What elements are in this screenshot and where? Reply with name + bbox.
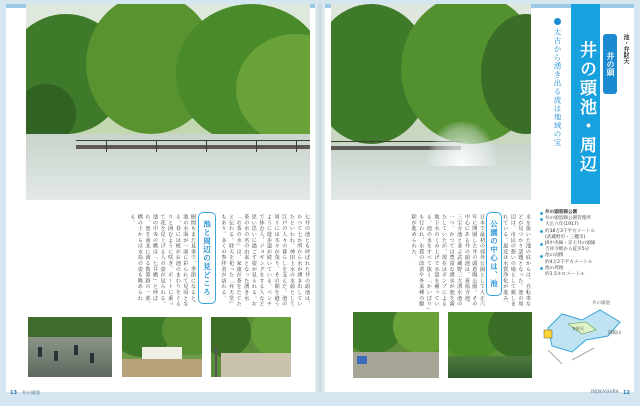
left-body-text-a: 樹間もまた見事で、季節になると、池の水面が一面に彩られて見頃となる。春には桜がお池のまわりをぐるりと囲むように咲き、ボートに乗って花を見上げる人の姿が見られる。池の中央の橋は「七井橋」と呼ばれ、池を南北に渡る散策路の一部。橋の上からは水鳥の姿も眺められる。 [129, 214, 196, 307]
magazine-spread [6, 4, 634, 396]
right-page [325, 4, 634, 396]
left-sidebox-heading: 池と周辺の見どころ [198, 212, 216, 304]
footer-right-label: INOKASHIRA [591, 390, 619, 395]
park-map [542, 300, 626, 368]
right-sidebox-heading: 公園の中心は、池 [486, 212, 502, 296]
photo-pond-stage [122, 317, 202, 377]
photo-pond-drained [28, 317, 112, 377]
map-label-mid: 弁財天 [572, 326, 584, 331]
section-tag-big: 井の頭 [603, 34, 617, 94]
map-label-right: 御殿山 [608, 331, 622, 336]
right-body-text-b: 水を抜いた池の底からは、自転車などが見つかり話題となった。池の周辺は、市民の憩いの場として親しまれている。最近は水質浄化が進み、 [502, 214, 531, 307]
gutter [315, 4, 325, 392]
right-body-text-a: 日本で最初の郊外公園として大正六年に開園した井の頭恩賜公園。その中心にある井の頭池は、善福寺池、三宝寺池と並ぶ武蔵野三大湧水池の一つ。かつては豊富な湧水が池を満たしていたが、現在はポンプによる地下水のくみ上げで水量を補っている。池の水をすべて抜く「かいぼり」も行われ、水質の改善や外来種の駆除が進められた。 [410, 214, 485, 310]
left-page [6, 4, 315, 396]
photo-pond-bridge [26, 4, 310, 200]
footer-left-label: 井の頭池 [22, 391, 40, 396]
photo-park-visitors [353, 312, 439, 378]
section-tag [603, 34, 633, 194]
left-body-text-b: 七井の池とも呼ばれた井の頭池は、かつて七か所から水が湧き出していたといわれ、神田上水の水源として江戸の人々の暮らしを支えた。池の周りには木々が茂り、その間を縫うように遊歩道が続いている。ベンチで休む人、ジョギングをする人など思い思いに過ごす姿が見られる。お茶の水の名の由来となった湧き水「お茶の水」は、家康が茶をたてたと伝わる。財天を祀った「弁天堂」もあり、多くの参拝者が訪れる。 [220, 214, 310, 307]
section-tag-small: 池・弁財天 [622, 34, 629, 64]
photo-pond-greenery [448, 312, 532, 378]
info-box: 井の頭恩賜公園 井の頭恩賜公園管理所 大正六年(1917) 約38万3千平方メートル (武蔵野市・三鷹市) JR中央線・京王井の頭線 吉祥寺駅から徒歩5分 池の面積 約4万2千平方メートル 池の周囲 約1.5キロメートル [540, 210, 620, 304]
subtitle-bullet [554, 18, 561, 25]
page-number-right: 12 [623, 390, 630, 396]
photo-pond-fountain [331, 4, 531, 200]
map-label-top: 井の頭池 [592, 301, 610, 306]
page-subtitle: 太古から湧き出る流は地域の宝 [553, 28, 562, 147]
photo-path [211, 317, 291, 377]
page-title: 井の頭池・周辺 [576, 40, 596, 174]
page-number-left: 13 [10, 390, 17, 396]
